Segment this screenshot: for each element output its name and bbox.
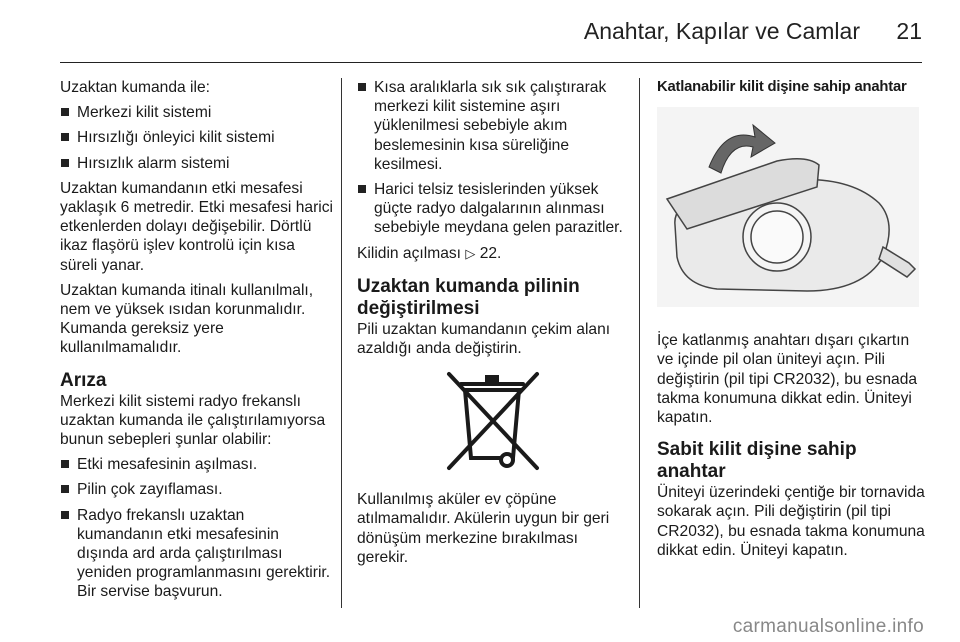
fault-paragraph: Merkezi kilit sistemi radyo frekanslı uzaktan kumanda ile çalıştırılamıyorsa bunun sebepleri şunlar olabilir: <box>60 392 326 449</box>
key-battery-figure <box>657 107 919 307</box>
list-item: Pilin çok zayıflaması. <box>60 480 334 499</box>
bullet-icon <box>358 83 366 91</box>
list-item: Etki mesafesinin aşılması. <box>60 455 334 474</box>
list-item: Kısa aralıklarla sık sık çalıştırarak merkezi kilit sistemine aşırı yüklenilmesi sebebiyle akım beslemesinin kısa süreliğine kesilmesi. <box>357 78 627 174</box>
column-1 <box>60 78 334 608</box>
column-divider <box>341 78 342 608</box>
bullet-icon <box>61 460 69 468</box>
section-heading-fixed: Sabit kilit dişine sahip anahtar <box>657 439 857 483</box>
list-item: Hırsızlığı önleyici kilit sistemi <box>60 128 334 147</box>
watermark: carmanualsonline.info <box>732 616 924 637</box>
section-heading-foldable: Katlanabilir kilit dişine sahip anahtar <box>657 79 907 95</box>
bullet-icon <box>358 185 366 193</box>
section-heading-battery: Uzaktan kumanda pilinin değiştirilmesi <box>357 275 580 319</box>
crossed-bin-icon <box>357 368 627 476</box>
recycle-bin-figure <box>357 368 627 476</box>
arrow-reference-icon: ▷ <box>465 246 476 262</box>
foldable-paragraph: İçe katlanmış anahtarı dışarı çıkartın ve içinde pil olan üniteyi açın. Pili değiştirin (pil tipi CR2032), bu esnada takma konumuna dikkat edin. Üniteyi kapatın. <box>657 332 918 427</box>
intro-text: Uzaktan kumanda ile: <box>60 79 210 96</box>
page-header <box>60 0 922 63</box>
unlock-reference: Kilidin açılması ▷ 22. <box>357 244 502 262</box>
list-item: Hırsızlık alarm sistemi <box>60 154 334 173</box>
column-divider <box>639 78 640 608</box>
section-heading-ariza: Arıza <box>60 369 107 391</box>
fixed-paragraph: Üniteyi üzerindeki çentiğe bir tornavida sokarak açın. Pili değiştirin (pil tipi CR2032), bu esnada takma konumuna dikkat edin. Üniteyi kapatın. <box>657 484 925 559</box>
column-2 <box>357 78 627 573</box>
bullet-icon <box>61 108 69 116</box>
column-3 <box>657 78 927 566</box>
page-title: Anahtar, Kapılar ve Camlar <box>583 18 860 44</box>
bullet-icon <box>61 511 69 519</box>
list-item: Merkezi kilit sistemi <box>60 103 334 122</box>
page-reference-link[interactable]: 22. <box>479 244 502 262</box>
disposal-paragraph: Kullanılmış aküler ev çöpüne atılmamalıdır. Akülerin uygun bir geri dönüşüm merkezine bırakılması gerekir. <box>357 491 610 566</box>
battery-paragraph: Pili uzaktan kumandanın çekim alanı azaldığı anda değiştirin. <box>357 320 611 358</box>
list-item: Radyo frekanslı uzaktan kumandanın etki mesafesinin dışında ard arda çalıştırılması yeniden programlanmasını gerektirir. Bir servise başvurun. <box>60 506 334 602</box>
page-number: 21 <box>896 18 922 44</box>
care-paragraph: Uzaktan kumanda itinalı kullanılmalı, nem ve yüksek ısıdan korunmalıdır. Kumanda gereksiz yere kullanılmamalıdır. <box>60 281 314 357</box>
folding-key-icon <box>657 107 919 307</box>
bullet-icon <box>61 485 69 493</box>
bullet-icon <box>61 133 69 141</box>
range-paragraph: Uzaktan kumandanın etki mesafesi yaklaşık 6 metredir. Etki mesafesi harici etkenlerden dolayı değişebilir. Dörtlü ikaz flaşörü işlev kontrolü için kısa süreli yanar. <box>60 179 333 274</box>
list-item: Harici telsiz tesislerinden yüksek güçte radyo dalgalarının alınması sebebiyle meydana gelen parazitler. <box>357 180 627 238</box>
bullet-icon <box>61 159 69 167</box>
